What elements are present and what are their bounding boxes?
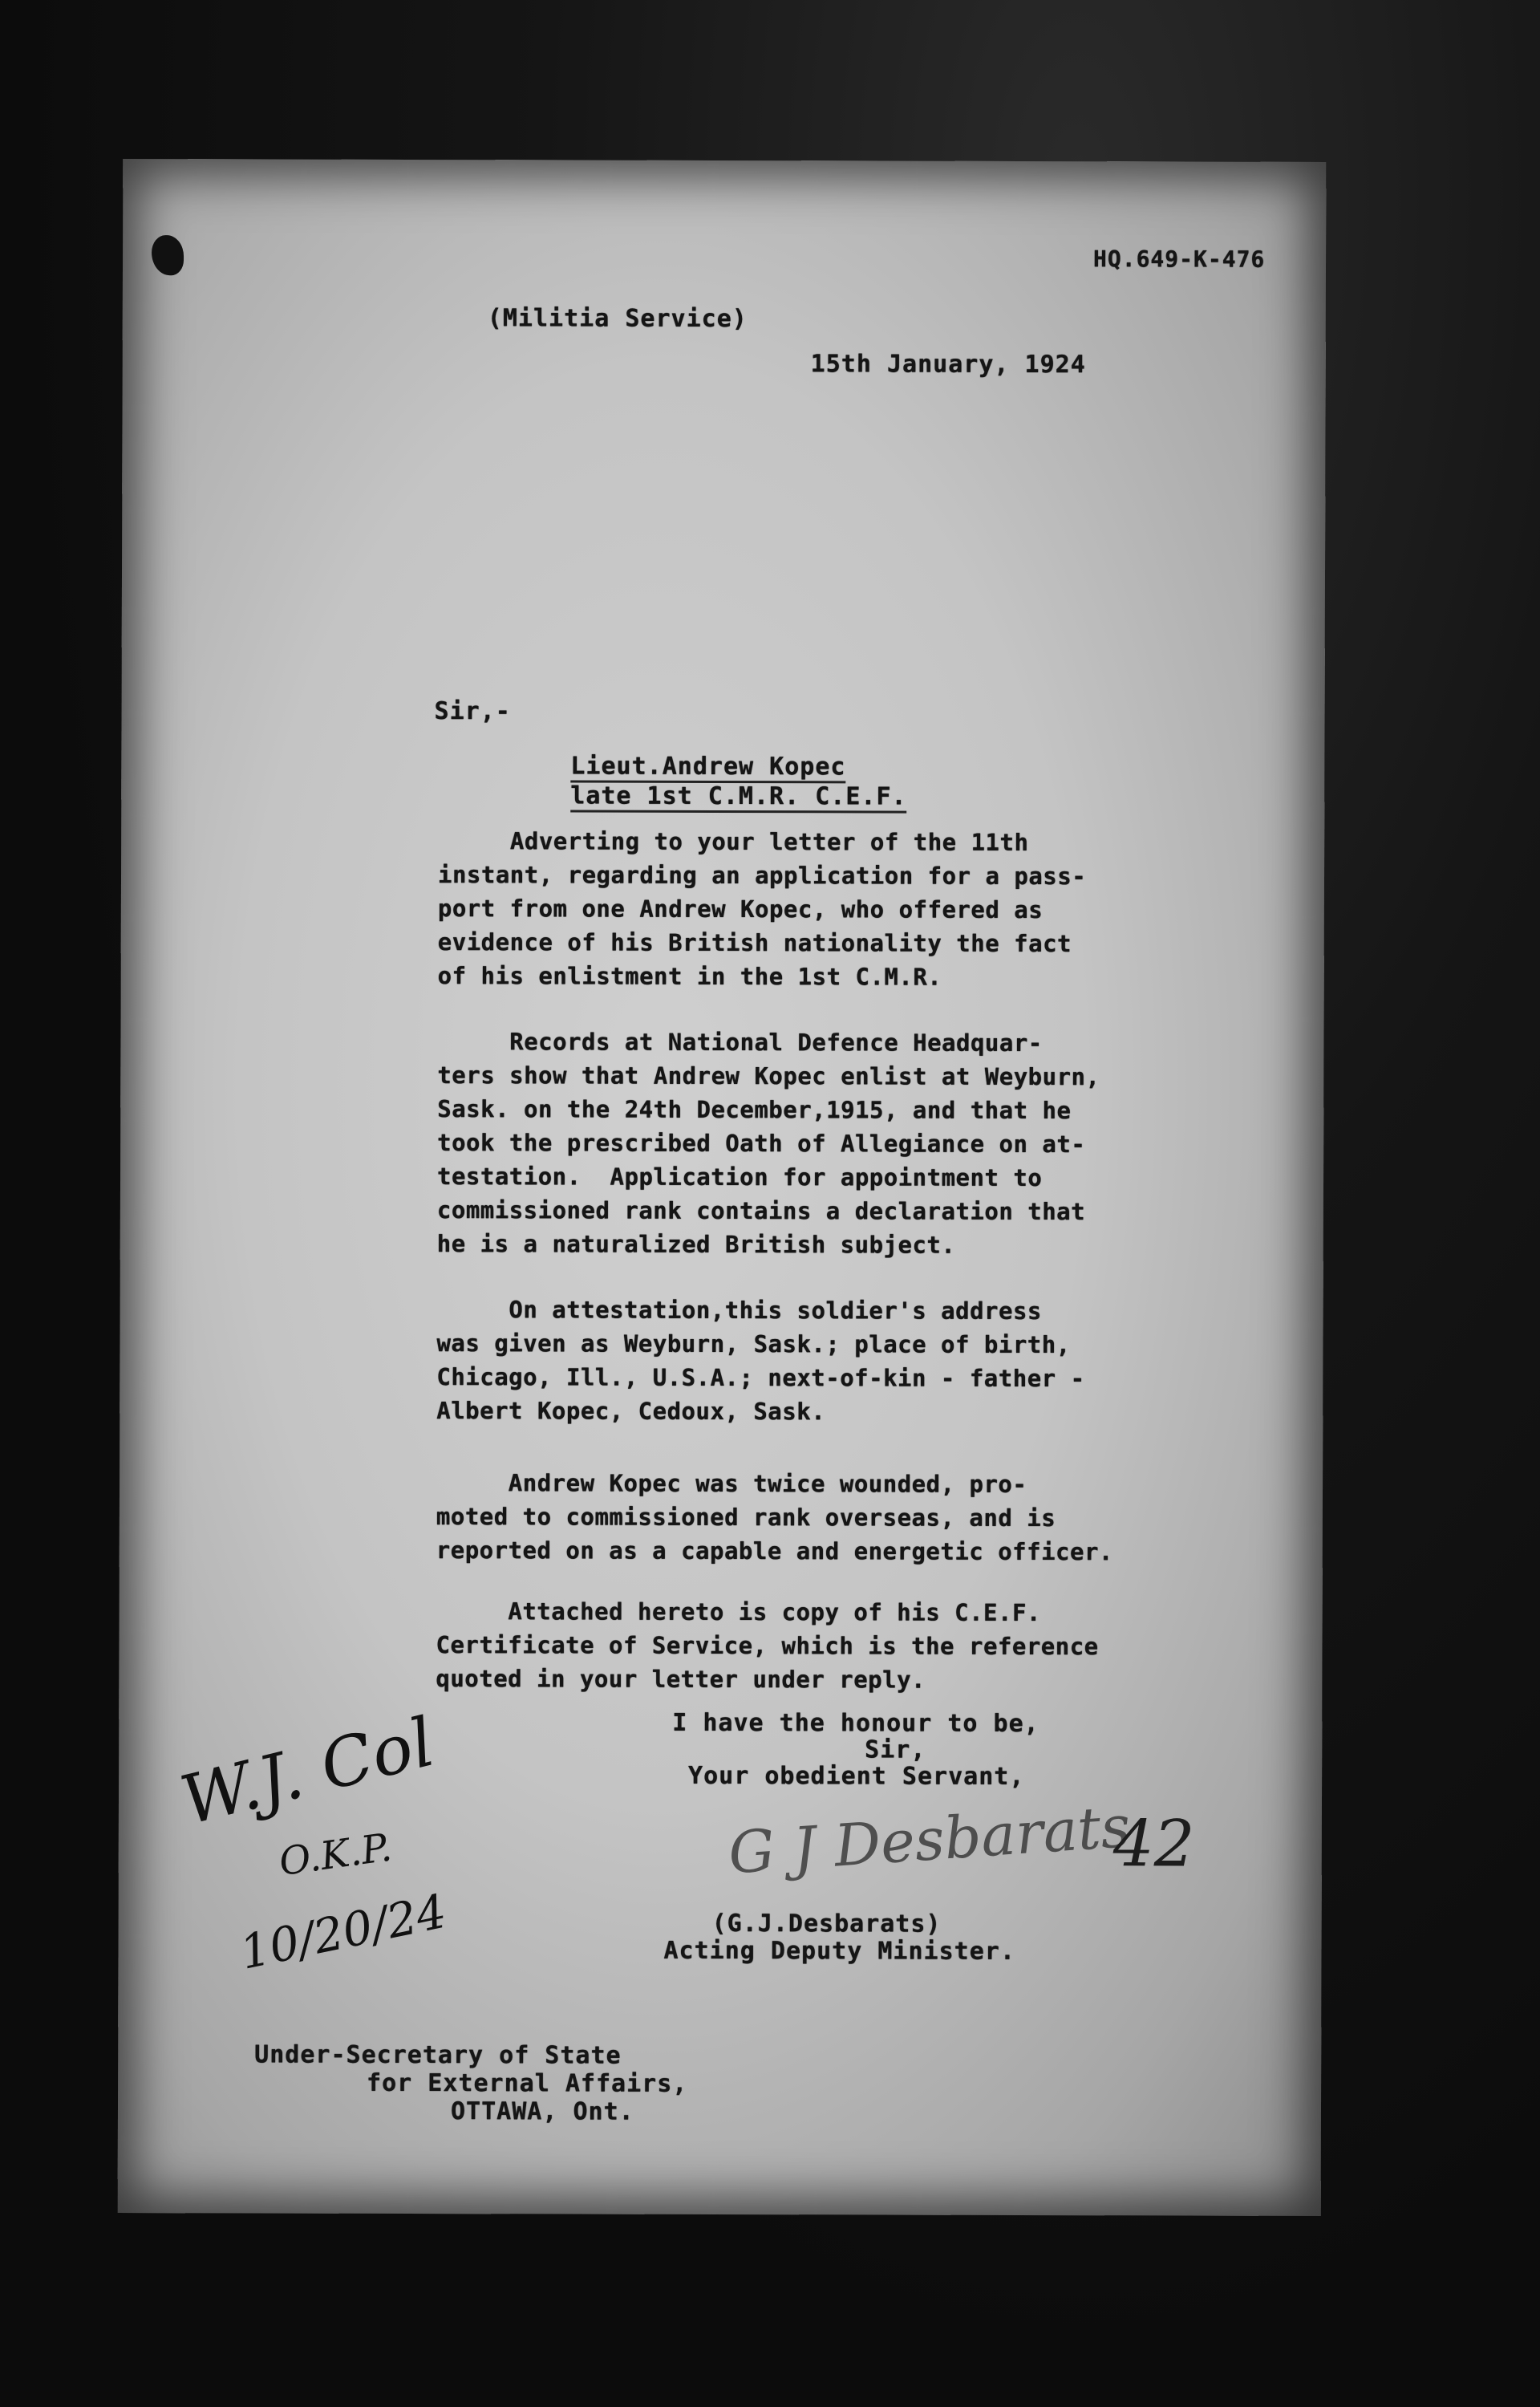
letter-page [118, 159, 1327, 2216]
closing-line-2: Sir, [865, 1735, 926, 1764]
service-header: (Militia Service) [487, 304, 748, 334]
paragraph-line: Chicago, Ill., U.S.A.; next-of-kin - father - [436, 1363, 1085, 1393]
file-reference: HQ.649-K-476 [1092, 246, 1266, 273]
subject-line-2: late 1st C.M.R. C.E.F. [570, 782, 906, 814]
paragraph-line: quoted in your letter under reply. [436, 1665, 926, 1694]
paragraph-line: reported on as a capable and energetic officer. [436, 1536, 1113, 1566]
signatory-title: Acting Deputy Minister. [663, 1936, 1015, 1966]
paragraph-line: evidence of his British nationality the fact [437, 928, 1072, 958]
paragraph-line: took the prescribed Oath of Allegiance on at- [437, 1129, 1086, 1159]
margin-note-2: O.K.P. [276, 1825, 395, 1885]
closing-line-3: Your obedient Servant, [688, 1761, 1025, 1791]
handwritten-number: 42 [1112, 1806, 1195, 1881]
paragraph-line: On attestation,this soldier's address [436, 1296, 1042, 1325]
signature: G J Desbarats [726, 1792, 1133, 1887]
paragraph-line: Albert Kopec, Cedoux, Sask. [436, 1397, 826, 1426]
paragraph-line: he is a naturalized British subject. [436, 1230, 956, 1259]
paragraph-line: Andrew Kopec was twice wounded, pro- [436, 1469, 1027, 1498]
paragraph-3 [436, 1293, 1158, 1429]
addressee-line-1: Under-Secretary of State [254, 2040, 622, 2070]
letter-date: 15th January, 1924 [810, 350, 1086, 380]
paragraph-line: Sask. on the 24th December,1915, and that he [437, 1095, 1072, 1125]
paragraph-line: moted to commissioned rank overseas, and is [436, 1503, 1056, 1532]
margin-note-1: W.J. Col [173, 1702, 442, 1841]
paragraph-line: Attached hereto is copy of his C.E.F. [436, 1597, 1041, 1627]
addressee-line-2: for External Affairs, [367, 2068, 688, 2098]
paragraph-line: port from one Andrew Kopec, who offered as [437, 895, 1044, 924]
paragraph-line: instant, regarding an application for a pass- [437, 861, 1087, 891]
paragraph-line: testation. Application for appointment to [436, 1163, 1043, 1192]
margin-note-3: 10/20/24 [235, 1883, 452, 1980]
paragraph-5 [436, 1594, 1157, 1697]
paragraph-line: Certificate of Service, which is the reference [436, 1631, 1099, 1661]
paragraph-line: commissioned rank contains a declaration that [436, 1196, 1086, 1226]
salutation: Sir,- [434, 697, 511, 726]
ink-blot-mark [152, 235, 184, 275]
addressee-line-3: OTTAWA, Ont. [450, 2097, 634, 2126]
paragraph-line: Adverting to your letter of the 11th [438, 827, 1029, 856]
subject-line-1: Lieut.Andrew Kopec [570, 753, 845, 784]
paragraph-line: Records at National Defence Headquar- [437, 1028, 1043, 1057]
paragraph-line: ters show that Andrew Kopec enlist at Weyburn, [437, 1061, 1100, 1091]
paragraph-line: of his enlistment in the 1st C.M.R. [437, 962, 942, 991]
signatory-name: (G.J.Desbarats) [711, 1909, 942, 1938]
paragraph-line: was given as Weyburn, Sask.; place of birth, [436, 1329, 1071, 1359]
closing-line-1: I have the honour to be, [672, 1708, 1040, 1739]
paragraph-4 [436, 1466, 1158, 1569]
paragraph-1 [438, 824, 1161, 994]
paragraph-2 [437, 1025, 1160, 1262]
